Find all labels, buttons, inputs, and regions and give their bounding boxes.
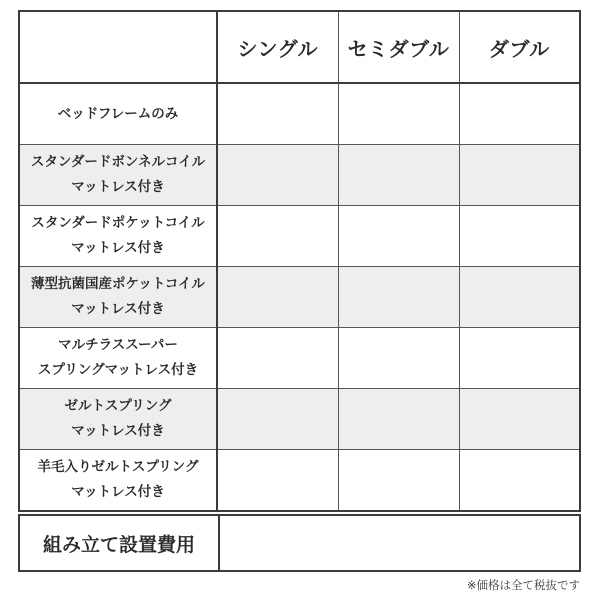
header-corner-cell [19, 11, 217, 83]
row-label-line: マットレス付き [71, 484, 165, 500]
table-row [19, 267, 580, 328]
price-cell-single [217, 206, 338, 267]
price-cell-single [217, 328, 338, 389]
price-cell-single [217, 267, 338, 328]
row-label-thin-antibacterial-pocket [19, 267, 217, 328]
row-label-line: マットレス付き [71, 240, 165, 256]
assembly-fee-label: 組み立て設置費用 [20, 516, 220, 570]
table-row [19, 450, 580, 512]
row-label-line: スタンダードポケットコイル [31, 215, 205, 231]
price-cell-single [217, 83, 338, 145]
price-cell-semi-double [338, 145, 459, 206]
table-row [19, 83, 580, 145]
row-label-standard-bonnell [19, 145, 217, 206]
row-label-line: マットレス付き [71, 423, 165, 439]
row-label-line: ゼルトスプリング [64, 398, 172, 414]
table-row [19, 145, 580, 206]
price-cell-single [217, 145, 338, 206]
table-row [19, 389, 580, 450]
row-label-wool-zelt-spring [19, 450, 217, 512]
price-cell-double [459, 145, 580, 206]
table-row [19, 206, 580, 267]
row-label-multi-lath-super-spring [19, 328, 217, 389]
price-cell-semi-double [338, 267, 459, 328]
price-cell-double [459, 83, 580, 145]
price-cell-semi-double [338, 450, 459, 512]
row-label-zelt-spring [19, 389, 217, 450]
row-label-line: ベッドフレームのみ [57, 105, 179, 122]
price-cell-semi-double [338, 328, 459, 389]
row-label-line: スタンダードボンネルコイル [30, 154, 206, 170]
price-cell-semi-double [338, 206, 459, 267]
row-label-line: 羊毛入りゼルトスプリング [37, 459, 199, 475]
table-header-row [19, 11, 580, 83]
assembly-fee-box [18, 514, 581, 572]
row-label-line: マルチラススーパー [58, 337, 178, 353]
price-cell-double [459, 328, 580, 389]
column-header-single: シングル [217, 11, 338, 83]
price-cell-double [459, 450, 580, 512]
row-label-line: マットレス付き [71, 301, 165, 317]
price-table [18, 10, 581, 512]
price-cell-single [217, 450, 338, 512]
tax-note: ※価格は全て税抜です [466, 578, 580, 592]
row-label-line: 薄型抗菌国産ポケットコイル [31, 276, 205, 292]
price-cell-semi-double [338, 83, 459, 145]
column-header-double: ダブル [459, 11, 580, 83]
price-cell-double [459, 389, 580, 450]
row-label-line: スプリングマットレス付き [37, 362, 199, 378]
row-label-line: マットレス付き [71, 179, 165, 195]
row-label-frame-only [19, 83, 217, 145]
price-cell-semi-double [338, 389, 459, 450]
price-cell-single [217, 389, 338, 450]
row-label-standard-pocket [19, 206, 217, 267]
column-header-semi-double: セミダブル [338, 11, 459, 83]
assembly-fee-value [220, 516, 579, 570]
table-row [19, 328, 580, 389]
price-cell-double [459, 267, 580, 328]
price-cell-double [459, 206, 580, 267]
